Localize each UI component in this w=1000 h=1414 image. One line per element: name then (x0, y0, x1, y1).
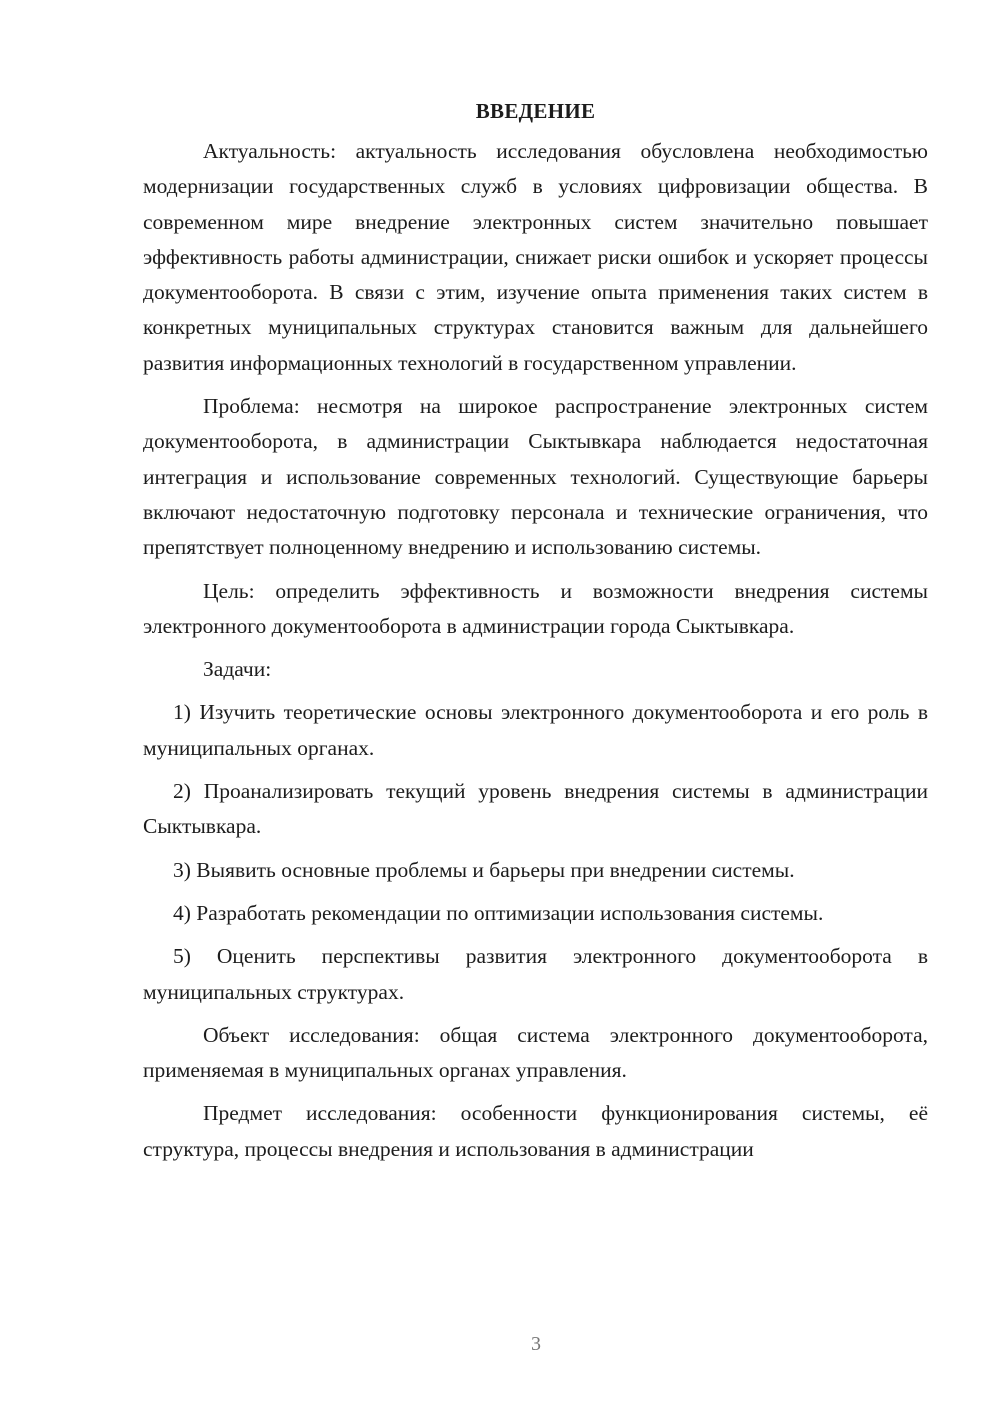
task-item-1: 1) Изучить теоретические основы электронного документооборота и его роль в муниципальных органах. (143, 700, 928, 760)
page-content (143, 96, 928, 1167)
paragraph-tasks-label: Задачи: (203, 657, 272, 682)
paragraph-problem: Проблема: несмотря на широкое распространение электронных систем документооборота, в администрации Сыктывкара наблюдается недостаточная интеграция и использование современных технологий. Существующие барьеры включают недостаточную подготовку персонала и технические ограничения, что препятствует полноценному внедрению и использованию системы. (143, 394, 928, 560)
task-item-5: 5) Оценить перспективы развития электронного документооборота в муниципальных структурах. (143, 944, 928, 1004)
page-number: 3 (531, 1333, 541, 1355)
task-item-2: 2) Проанализировать текущий уровень внедрения системы в администрации Сыктывкара. (143, 779, 928, 839)
paragraph-goal: Цель: определить эффективность и возможности внедрения системы электронного документооборота в администрации города Сыктывкара. (143, 578, 928, 638)
task-item-4: 4) Разработать рекомендации по оптимизации использования системы. (173, 900, 824, 925)
paragraph-object: Объект исследования: общая система электронного документооборота, применяемая в муниципальных органах управления. (143, 1022, 928, 1083)
paragraph-relevance: Актуальность: актуальность исследования обусловлена необходимостью модернизации государственных служб в условиях цифровизации общества. В современном мире внедрение электронных систем значительно повышает эффективность работы администрации, снижает риски ошибок и ускоряет процессы документооборота. В связи с этим, изучение опыта применения таких систем в конкретных муниципальных структурах становится важным для дальнейшего развития информационных технологий в государственном управлении. (143, 139, 928, 375)
section-heading: ВВЕДЕНИЕ (475, 99, 596, 123)
task-item-3: 3) Выявить основные проблемы и барьеры при внедрении системы. (173, 857, 795, 882)
paragraph-subject: Предмет исследования: особенности функционирования системы, её структура, процессы внедрения и использования в администрации (143, 1101, 928, 1161)
